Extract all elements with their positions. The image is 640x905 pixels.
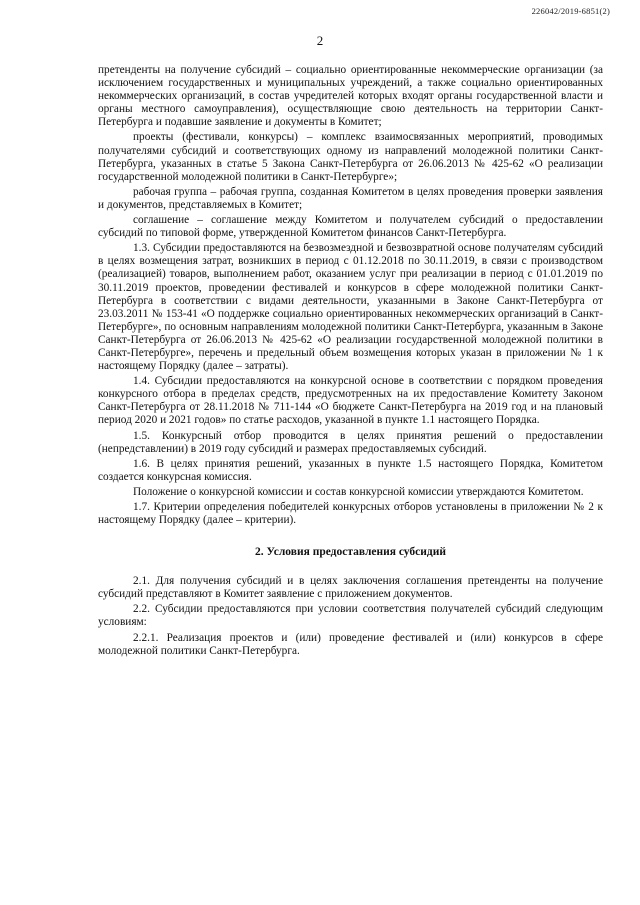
paragraph-1-3: 1.3. Субсидии предоставляются на безвозмездной и безвозвратной основе получателям субсидий в целях возмещения затрат, возникших в период с 01.12.2018 по 30.11.2019, в связи с производством (реализацией) товаров, выполнением работ, оказанием услуг при реализации в период с 01.01.2019 по 30.11.2019 проектов, проведении фестивалей и конкурсов в сфере молодежной политики Санкт-Петербурга в соответствии с видами деятельности, указанными в Законе Санкт-Петербурга от 23.03.2011 № 153-41 «О поддержке социально ориентированных некоммерческих организаций в Санкт-Петербурге», по основным направлениям молодежной политики Санкт-Петербурга, указанным в Законе Санкт-Петербурга от 26.06.2013 № 425-62 «О реализации государственной молодежной политики в Санкт-Петербурге», перечень и предельный объем возмещения которых указан в приложении № 1 к настоящему Порядку (далее – затраты). (98, 242, 603, 373)
paragraph-projects-definition: проекты (фестивали, конкурсы) – комплекс взаимосвязанных мероприятий, проводимых получателями субсидий и соответствующих одному из направлений молодежной политики Санкт-Петербурга, указанных в статье 5 Закона Санкт-Петербурга от 26.06.2013 № 425-62 «О реализации государственной молодежной политики в Санкт-Петербурге»; (98, 131, 603, 183)
paragraph-2-2-1: 2.2.1. Реализация проектов и (или) проведение фестивалей и (или) конкурсов в сфере молодежной политики Санкт-Петербурга. (98, 631, 603, 657)
paragraph-2-1: 2.1. Для получения субсидий и в целях заключения соглашения претенденты на получение субсидий представляют в Комитет заявление с приложением документов. (98, 575, 603, 601)
paragraph-1-5: 1.5. Конкурсный отбор проводится в целях принятия решений о предоставлении (непредставлении) в 2019 году субсидий и размерах предоставляемых субсидий. (98, 429, 603, 455)
document-body (98, 64, 603, 658)
page-number: 2 (316, 33, 324, 48)
paragraph-1-6: 1.6. В целях принятия решений, указанных в пункте 1.5 настоящего Порядка, Комитетом создается конкурсная комиссия. (98, 457, 603, 483)
section-heading: 2. Условия предоставления субсидий (255, 546, 446, 559)
paragraph-commission-regulation: Положение о конкурсной комиссии и состав конкурсной комиссии утверждаются Комитетом. (133, 485, 584, 498)
paragraph-1-4: 1.4. Субсидии предоставляются на конкурсной основе в соответствии с порядком проведения конкурсного отбора в пределах средств, предусмотренных на их предоставление Комитету Законом Санкт-Петербурга от 28.11.2018 № 711-144 «О бюджете Санкт-Петербурга на 2019 год и на плановый период 2020 и 2021 годов» по статье расходов, указанной в пункте 1.1 настоящего Порядка. (98, 375, 603, 427)
paragraph-applicants-definition: претенденты на получение субсидий – социально ориентированные некоммерческие организации (за исключением государственных и муниципальных учреждений, а также социально ориентированных некоммерческих организаций, в состав учредителей которых входят органы государственной власти и органы местного самоуправления), осуществляющие свою деятельность на территории Санкт-Петербурга и подавшие заявление и документы в Комитет; (98, 64, 603, 129)
document-id: 226042/2019-6851(2) (531, 6, 610, 16)
paragraph-working-group-definition: рабочая группа – рабочая группа, созданная Комитетом в целях проведения проверки заявления и документов, представляемых в Комитет; (98, 185, 603, 211)
paragraph-1-7: 1.7. Критерии определения победителей конкурсных отборов установлены в приложении № 2 к настоящему Порядку (далее – критерии). (98, 501, 603, 527)
paragraph-agreement-definition: соглашение – соглашение между Комитетом и получателем субсидий о предоставлении субсидий по типовой форме, утвержденной Комитетом финансов Санкт-Петербурга. (98, 214, 603, 240)
paragraph-2-2: 2.2. Субсидии предоставляются при условии соответствия получателей субсидий следующим условиям: (98, 603, 603, 629)
